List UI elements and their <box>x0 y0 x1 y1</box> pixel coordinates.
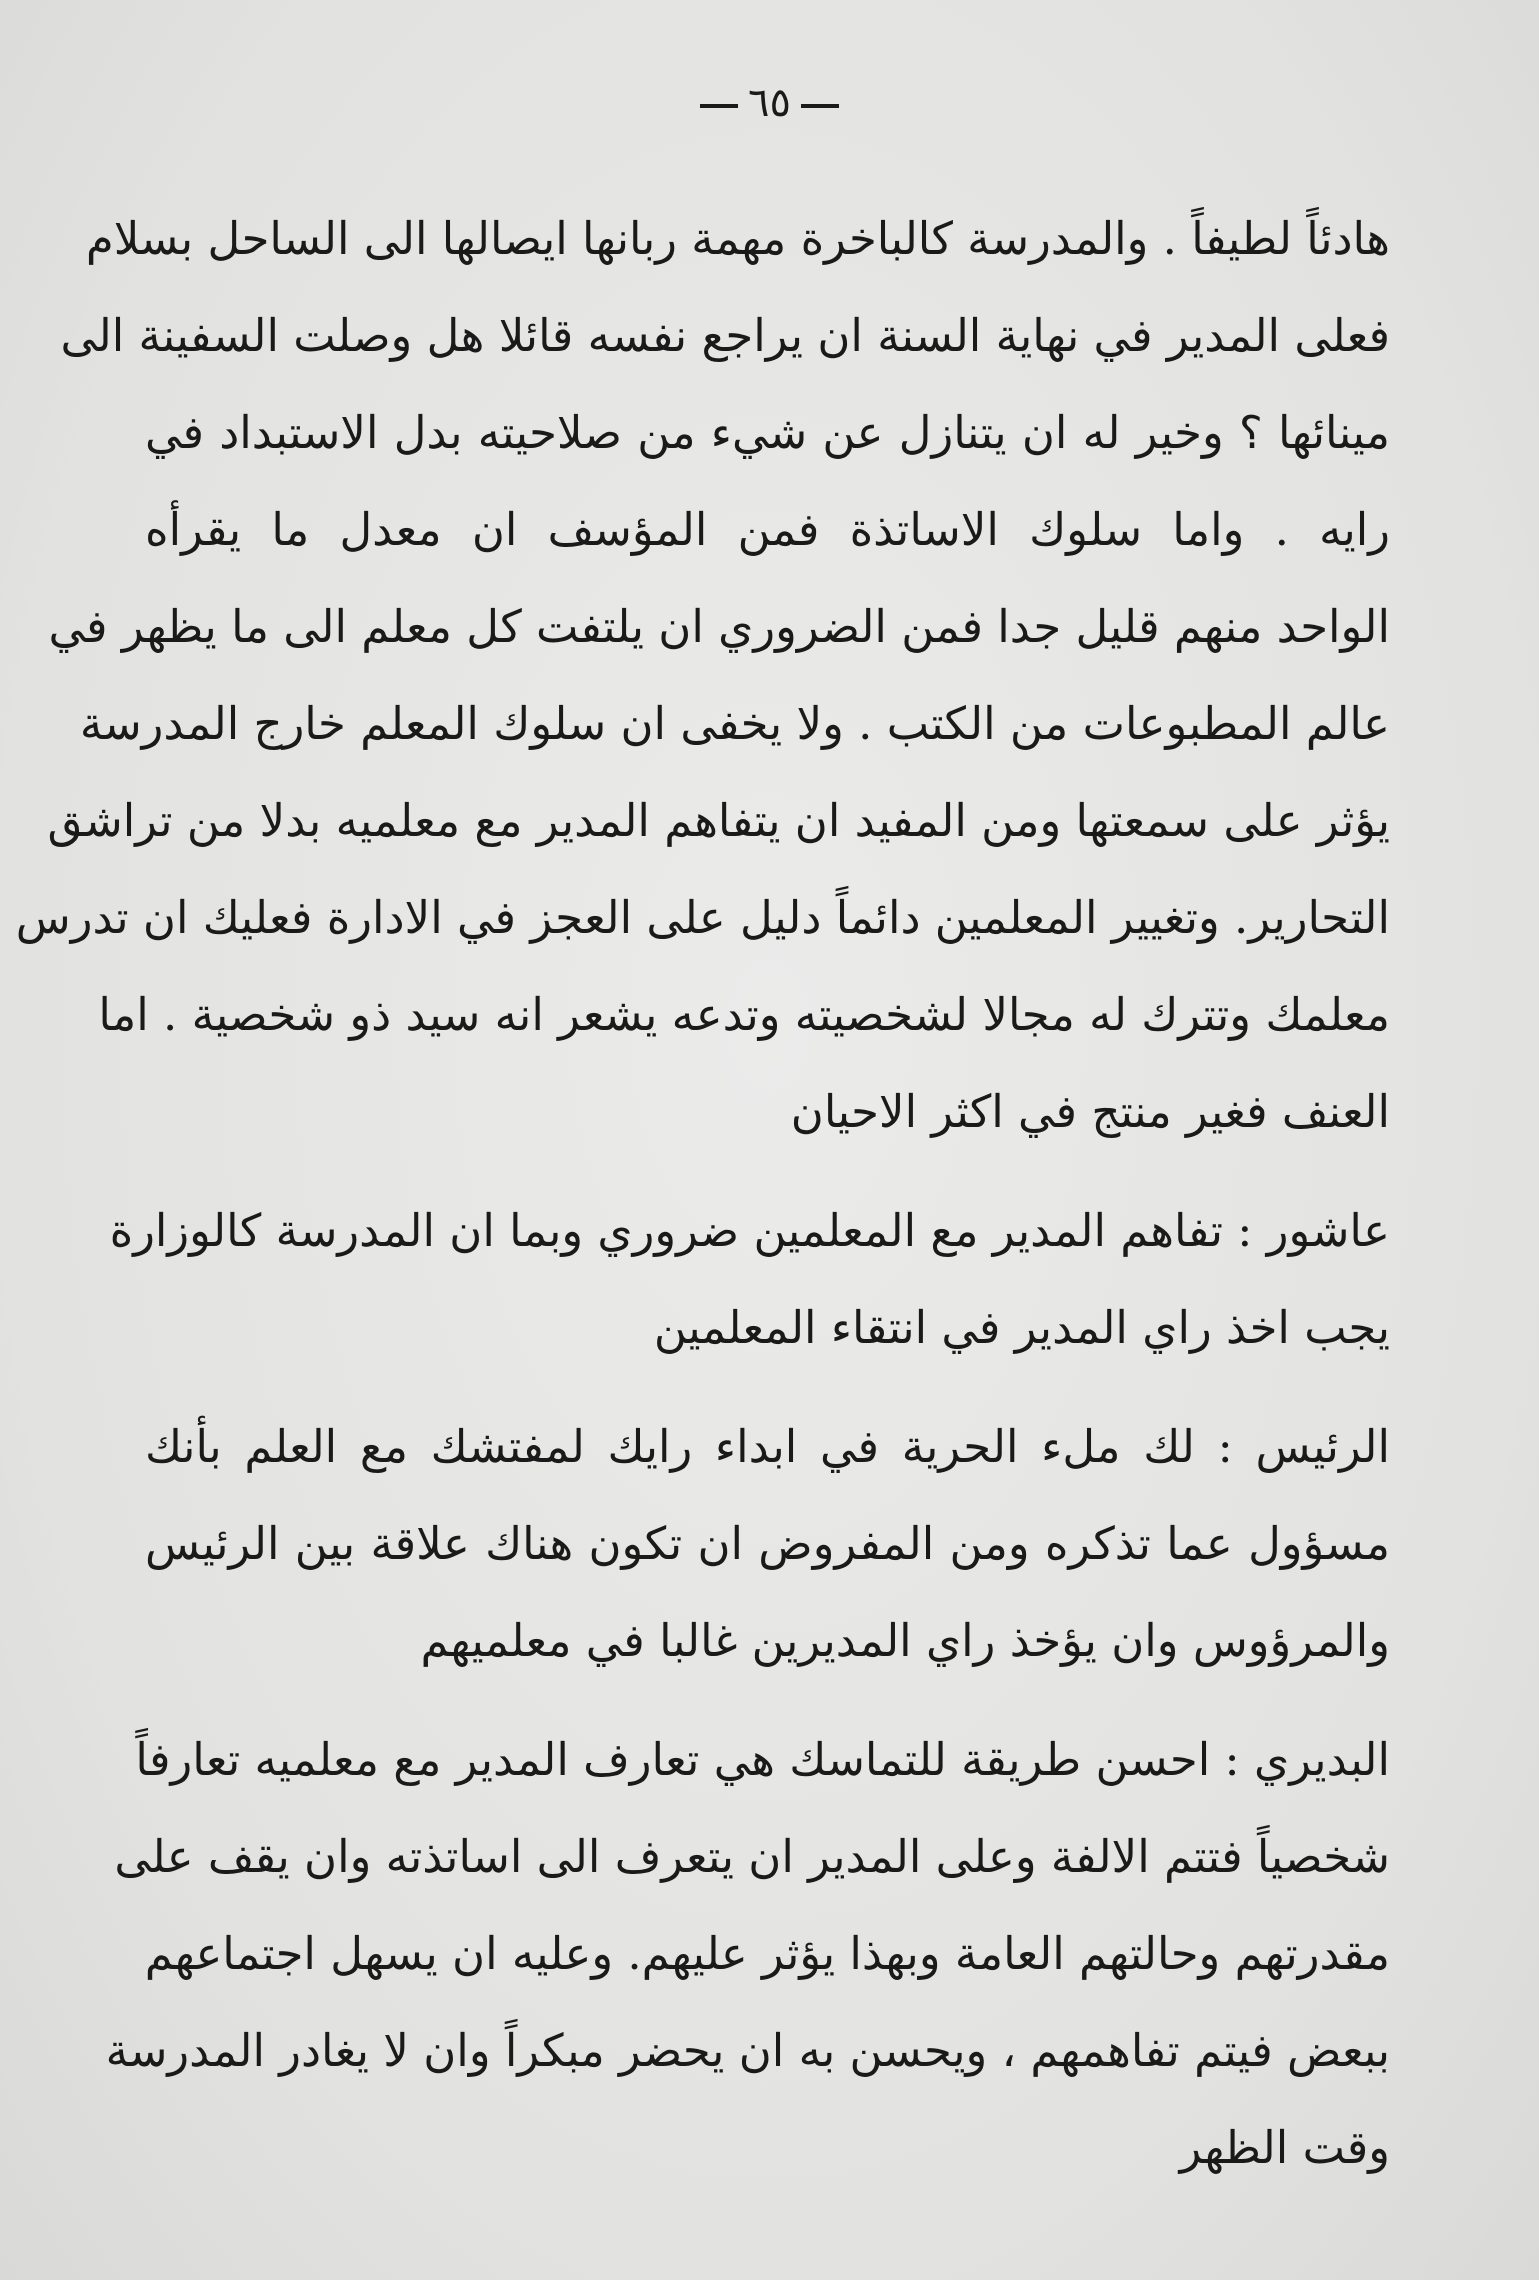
text-line: الواحد منهم قليل جدا فمن الضروري ان يلتفت كل معلم الى ما يظهر في <box>48 600 1390 653</box>
text-line: ببعض فيتم تفاهمهم ، ويحسن به ان يحضر مبكراً وان لا يغادر المدرسة <box>105 2024 1390 2077</box>
paragraph <box>105 1711 1390 2196</box>
text-line: التحارير. وتغيير المعلمين دائماً دليل على العجز في الادارة فعليك ان تدرس <box>15 891 1390 944</box>
text-line: يؤثر على سمعتها ومن المفيد ان يتفاهم المدير مع معلميه بدلا من تراشق <box>47 794 1390 847</box>
text-line: وقت الظهر <box>1179 2121 1390 2174</box>
text-line: هادئاً لطيفاً . والمدرسة كالباخرة مهمة ربانها ايصالها الى الساحل بسلام <box>85 212 1390 265</box>
text-line: البديري : احسن طريقة للتماسك هي تعارف المدير مع معلميه تعارفاً <box>135 1733 1390 1786</box>
header-dash-right <box>801 104 839 108</box>
text-line: معلمك وتترك له مجالا لشخصيته وتدعه يشعر انه سيد ذو شخصية . اما <box>98 988 1390 1041</box>
paragraph-gap <box>145 1689 1390 1711</box>
text-line: عالم المطبوعات من الكتب . ولا يخفى ان سلوك المعلم خارج المدرسة <box>79 697 1390 750</box>
text-line: والمرؤوس وان يؤخذ راي المديرين غالبا في معلميهم <box>420 1614 1390 1667</box>
text-line: يجب اخذ راي المدير في انتقاء المعلمين <box>653 1301 1390 1354</box>
text-line: عاشور : تفاهم المدير مع المعلمين ضروري وبما ان المدرسة كالوزارة <box>109 1204 1390 1257</box>
paragraph <box>109 1182 1390 1376</box>
page-body <box>15 190 1390 2196</box>
text-line: مقدرتهم وحالتهم العامة وبهذا يؤثر عليهم. وعليه ان يسهل اجتماعهم <box>144 1927 1390 1980</box>
paragraph <box>145 1398 1390 1689</box>
page-number: ٦٥ <box>748 80 791 126</box>
text-line: الرئيس : لك ملء الحرية في ابداء رايك لمفتشك مع العلم بأنك <box>145 1420 1390 1473</box>
text-line: رايه . واما سلوك الاساتذة فمن المؤسف ان معدل ما يقرأه <box>145 503 1390 556</box>
text-line: شخصياً فتتم الالفة وعلى المدير ان يتعرف الى اساتذته وان يقف على <box>114 1830 1390 1883</box>
paragraph-gap <box>145 1376 1390 1398</box>
text-line: فعلى المدير في نهاية السنة ان يراجع نفسه قائلا هل وصلت السفينة الى <box>60 309 1390 362</box>
text-line: العنف فغير منتج في اكثر الاحيان <box>790 1085 1390 1138</box>
page-header <box>0 80 1539 126</box>
header-dash-left <box>700 104 738 108</box>
paragraph <box>15 190 1390 1160</box>
text-line: مينائها ؟ وخير له ان يتنازل عن شيء من صلاحيته بدل الاستبداد في <box>145 406 1390 459</box>
paragraph-gap <box>145 1160 1390 1182</box>
text-line: مسؤول عما تذكره ومن المفروض ان تكون هناك علاقة بين الرئيس <box>145 1517 1390 1570</box>
